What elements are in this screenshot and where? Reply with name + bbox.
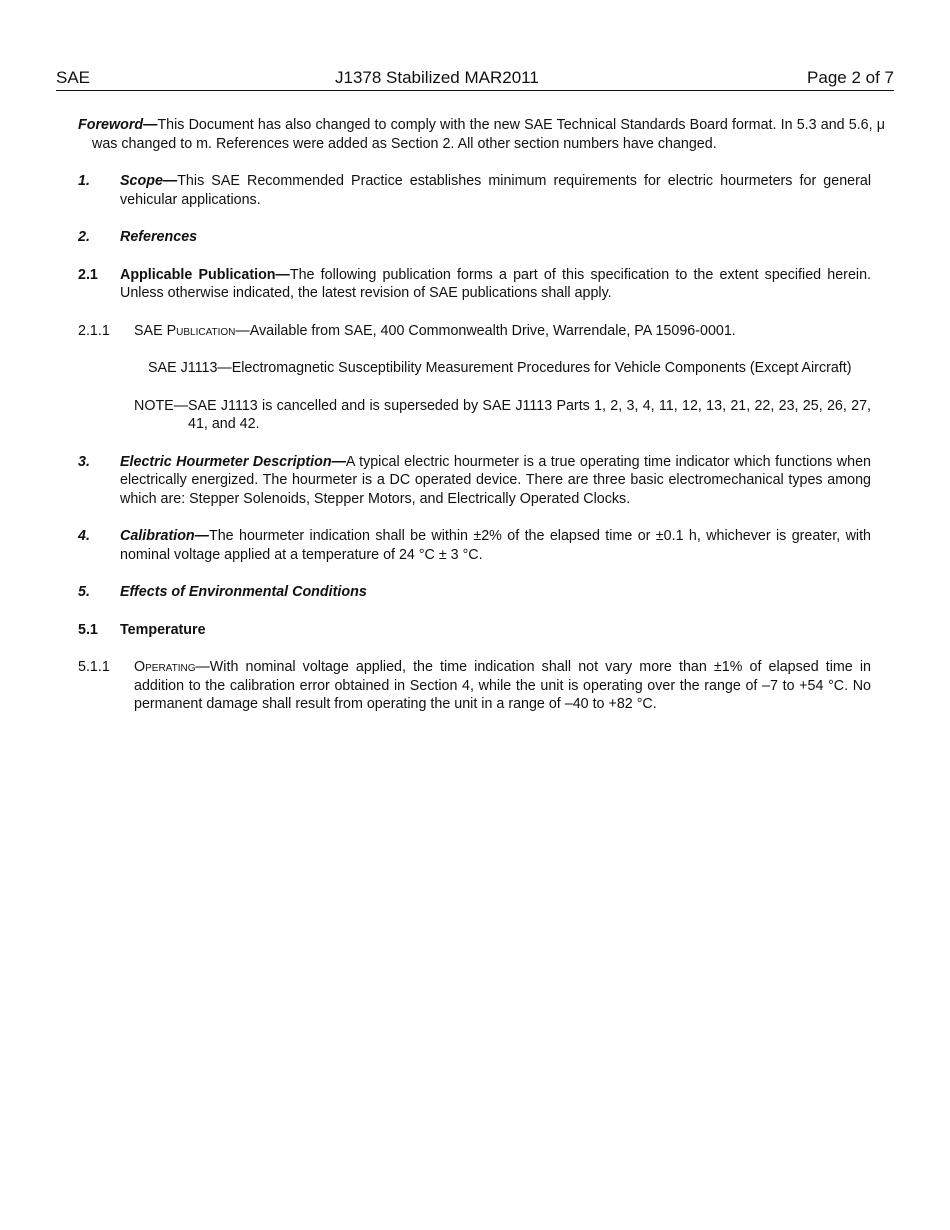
section-title: Operating <box>134 659 196 675</box>
section-4 <box>78 527 871 564</box>
section-text: A typical electric hourmeter is a true operating time indicator which functions when electrically energized. The hourmeter is a DC operated device. There are three basic electromechanical types among which are: Stepper Solenoids, Stepper Motors, and Electrically Operated Clocks. <box>120 453 871 507</box>
section-number: 5.1 <box>78 621 98 638</box>
note: NOTE—SAE J1113 is cancelled and is superseded by SAE J1113 Parts 1, 2, 3, 4, 11, 12, 13, 21, 22, 23, 25, 26, 27, 41, and 42. <box>134 397 871 432</box>
section-title: Scope— <box>120 173 178 189</box>
foreword <box>78 116 885 153</box>
page-header <box>56 68 894 91</box>
section-title: SAE Publication <box>134 322 236 339</box>
section-5-1-1 <box>78 658 871 714</box>
section-title: Calibration— <box>120 528 209 544</box>
section-title: Applicable Publication— <box>120 266 290 283</box>
section-number: 5. <box>78 584 90 600</box>
section-2-1 <box>78 266 871 303</box>
section-number: 3. <box>78 453 90 470</box>
section-text: The following publication forms a part of this specification to the extent specified herein. Unless otherwise indicated, the latest revision of SAE publications shall apply. <box>120 266 871 301</box>
header-document-id: J1378 Stabilized MAR2011 <box>335 68 539 87</box>
section-title: References <box>120 229 198 245</box>
section-number: 2.1.1 <box>78 322 110 339</box>
section-number: 1. <box>78 173 90 189</box>
section-number: 5.1.1 <box>78 659 110 675</box>
section-number: 4. <box>78 528 90 544</box>
section-3 <box>78 453 871 509</box>
section-5 <box>78 583 871 602</box>
section-title: Electric Hourmeter Description— <box>120 453 346 470</box>
section-title: Temperature <box>120 621 206 638</box>
foreword-title: Foreword— <box>78 117 158 133</box>
section-title: Effects of Environmental Conditions <box>120 584 367 600</box>
section-number: 2.1 <box>78 266 98 283</box>
section-1 <box>78 172 871 209</box>
section-2-1-1 <box>78 322 871 341</box>
section-text: The hourmeter indication shall be within ±2% of the elapsed time or ±0.1 h, whichever is greater, with nominal voltage applied at a temperature of 24 °C ± 3 °C. <box>120 528 871 563</box>
section-text: —With nominal voltage applied, the time indication shall not vary more than ±1% of elapsed time in addition to the calibration error obtained in Section 4, while the unit is operating over the range of –7 to +54 °C. No permanent damage shall result from operating the unit in a range of –40 to +82 °C. <box>134 659 871 712</box>
section-2 <box>78 228 871 247</box>
foreword-text: This Document has also changed to comply with the new SAE Technical Standards Board format. In 5.3 and 5.6, μ was changed to m. References were added as Section 2. All other section numbers have changed. <box>92 117 885 152</box>
reference-j1113: SAE J1113—Electromagnetic Susceptibility Measurement Procedures for Vehicle Components (Except Aircraft) <box>148 360 852 376</box>
document-body <box>78 116 885 714</box>
header-page-number: Page 2 of 7 <box>807 68 894 87</box>
section-number: 2. <box>78 229 90 245</box>
section-5-1 <box>78 621 871 640</box>
section-text: This SAE Recommended Practice establishes minimum requirements for electric hourmeters for general vehicular applications. <box>120 173 871 208</box>
section-text: —Available from SAE, 400 Commonwealth Drive, Warrendale, PA 15096-0001. <box>235 322 736 339</box>
header-org: SAE <box>56 68 91 87</box>
